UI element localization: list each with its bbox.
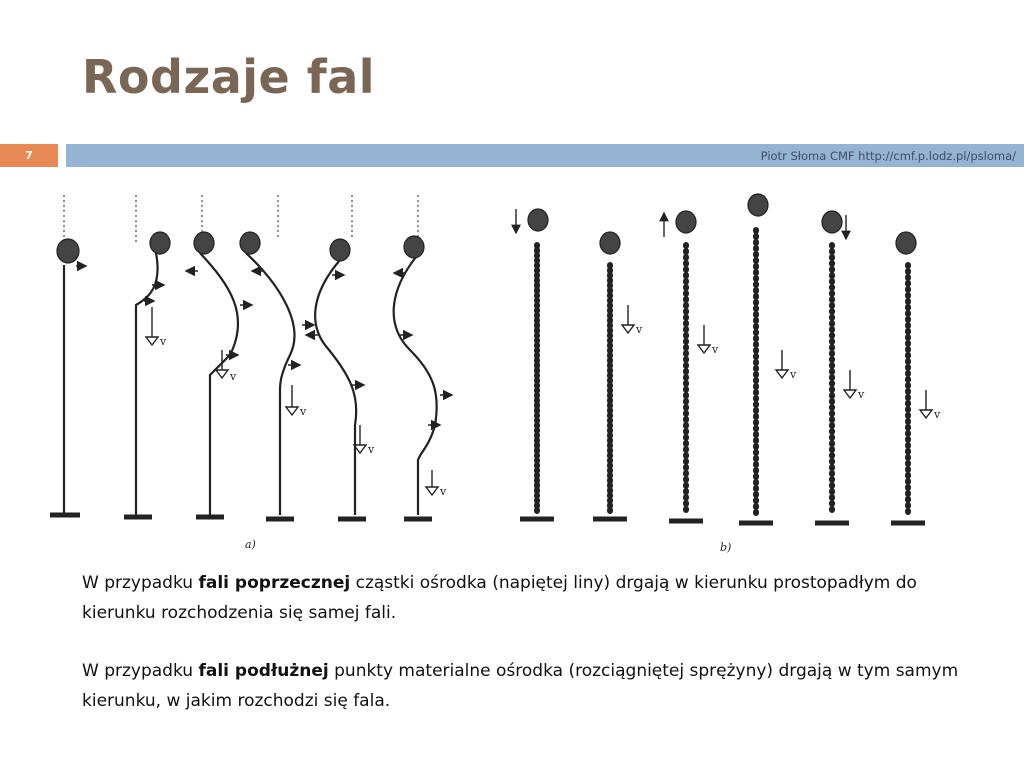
p1-pre: W przypadku [82,573,199,593]
hand-icons-transverse [57,232,424,263]
velocity-label: v [712,343,719,356]
figure-label-a: a) [245,538,256,551]
slide-text [82,568,962,744]
transverse-rope-5 [315,260,356,515]
longitudinal-velocity-arrows [516,209,932,418]
p1-bold: fali poprzecznej [198,573,351,593]
velocity-label: v [440,485,447,498]
p1-post: cząstki ośrodka (napiętej liny) drgają w kierunku prostopadłym do kierunku rozchodzenia się samej fali. [82,573,917,623]
velocity-label: v [230,370,237,383]
velocity-label: v [368,443,375,456]
p2-bold: fali podłużnej [198,661,329,681]
velocity-label: v [790,368,797,381]
transverse-velocity-arrows [146,307,438,495]
transverse-rope-6 [394,257,437,515]
velocity-label: v [300,405,307,418]
velocity-label: v [858,388,865,401]
transverse-particle-arrows [76,266,452,425]
p2-pre: W przypadku [82,661,199,681]
paragraph-transverse [82,568,962,628]
slide-number: 7 [25,149,33,162]
velocity-label: v [636,323,643,336]
waves-figure [40,185,960,560]
transverse-rope-2 [136,253,158,515]
hand-icons-longitudinal [528,194,916,254]
velocity-label: v [160,335,167,348]
transverse-rope-3 [200,253,238,515]
velocity-label: v [934,408,941,421]
slide-title: Rodzaje fal [82,50,376,104]
slide-footer: Piotr Słoma CMF http://cmf.p.lodz.pl/psloma/ [760,149,1016,163]
p2-post: punkty materialne ośrodka (rozciągniętej sprężyny) drgają w tym samym kierunku, w jakim rozchodzi się fala. [82,661,959,711]
figure-label-b: b) [720,541,732,554]
longitudinal-wave-panel [520,230,925,523]
paragraph-longitudinal [82,656,962,716]
transverse-rope-4 [246,253,294,515]
